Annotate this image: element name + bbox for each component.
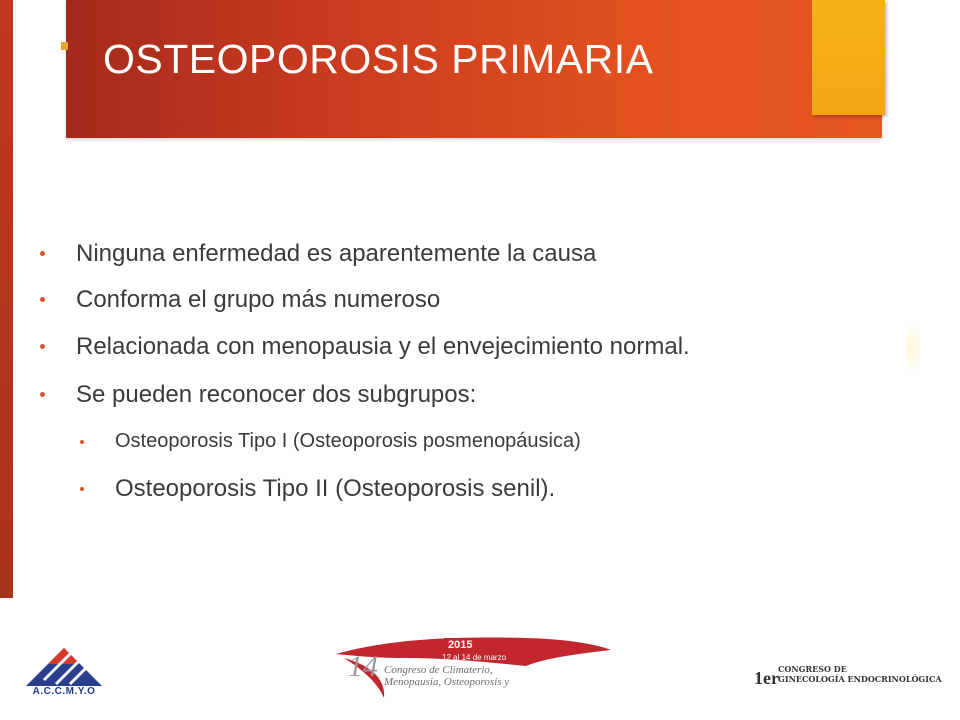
endocrinology-line-2: GINECOLOGÍA ENDOCRINOLÓGICA <box>778 674 942 684</box>
accmyo-logo-text: A.C.C.M.Y.O <box>32 686 96 697</box>
endocrinology-congress-text <box>778 664 958 684</box>
congress-dates: 12 al 14 de marzo <box>442 653 507 662</box>
congress-line-1: Congreso de Climaterio, <box>384 664 493 676</box>
congress-number: 14 <box>348 650 378 683</box>
bullet-dot-icon <box>40 344 45 349</box>
bullet-text: Se pueden reconocer dos subgrupos: <box>76 381 477 408</box>
bullet-dot-icon <box>80 440 84 444</box>
bullet-dot-icon <box>40 392 45 397</box>
bullet-text: Ninguna enfermedad es aparentemente la causa <box>76 240 597 267</box>
accent-square <box>812 0 885 115</box>
congress-ordinal: 1er <box>754 668 779 688</box>
bullet-dot-icon <box>40 251 45 256</box>
endocrinology-line-1: CONGRESO DE <box>778 664 847 674</box>
congress-line-2: Menopausia, Osteoporosis y <box>384 676 510 688</box>
sub-bullet-text: Osteoporosis Tipo I (Osteoporosis posmenopáusica) <box>115 430 581 452</box>
congress-year: 2015 <box>448 639 473 651</box>
bullet-text: Relacionada con menopausia y el envejecimiento normal. <box>76 333 690 360</box>
bullet-text: Conforma el grupo más numeroso <box>76 286 441 313</box>
sub-bullet-text: Osteoporosis Tipo II (Osteoporosis senil). <box>115 475 556 502</box>
bullet-dot-icon <box>80 487 84 491</box>
congress-title <box>384 664 584 688</box>
page-title: OSTEOPOROSIS PRIMARIA <box>103 36 654 82</box>
decorative-highlight <box>906 320 920 376</box>
title-bullet-icon <box>61 42 68 50</box>
left-accent-bar <box>0 0 13 598</box>
bullet-dot-icon <box>40 297 45 302</box>
